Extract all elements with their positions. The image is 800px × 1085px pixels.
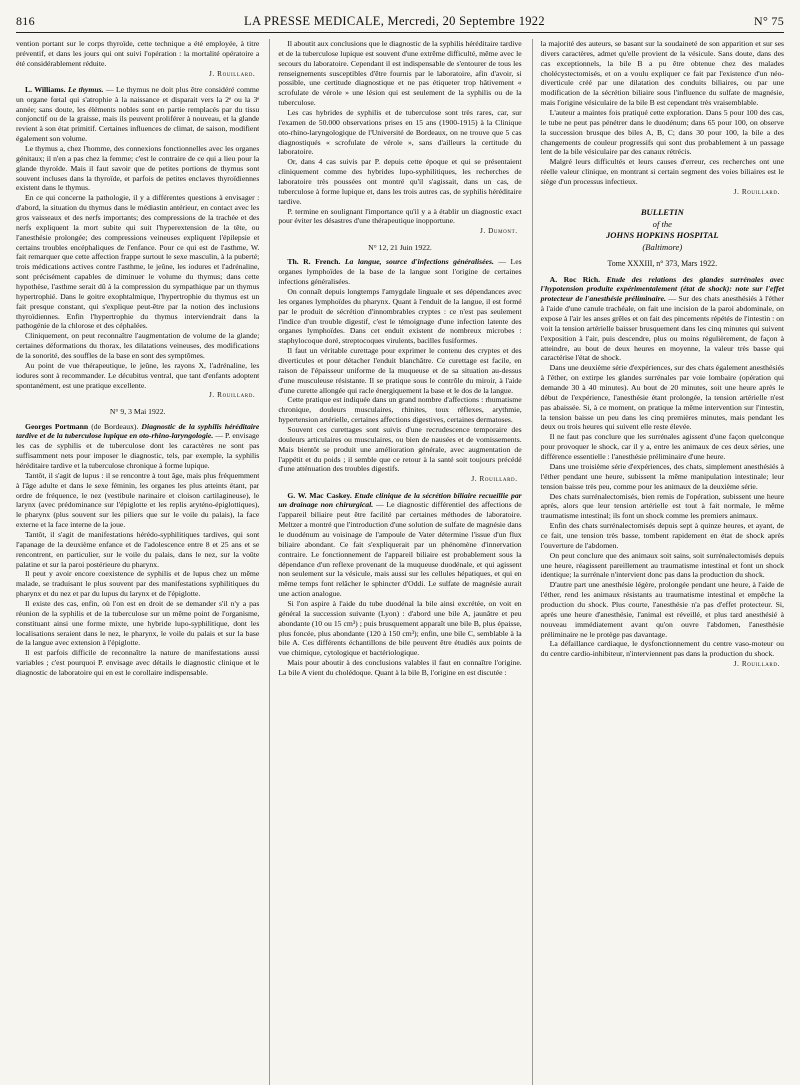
signature: J. Rouillard. (733, 187, 780, 196)
paragraph: Le thymus a, chez l'homme, des connexions fonctionnelles avec les organes génitaux; il n'en a pas chez la femme; c'est le contraire de ce qui a lieu pour la glande thyroïde. Mais il faut savoir que de petites portions de thymus sont souvent incluses dans la thyroïde, et parfois de petites enclaves thyroïdiennes existent dans le thymus. (16, 143, 260, 193)
article-title: Le thymus. (68, 84, 104, 94)
paragraph: Cette pratique est indiquée dans un grand nombre d'affections : rhumatisme chronique, douleurs musculaires, rhinites, toux réflexes, arythmie, hypertension artérielle, certaines affections digestives, certaines dermatoses. (278, 395, 522, 425)
signature: J. Rouillard. (471, 475, 518, 484)
article-mac-caskey (278, 491, 521, 599)
article-french (278, 257, 521, 287)
bulletin-line: JOHNS HOPKINS HOSPITAL (605, 230, 719, 241)
article-rich (541, 275, 784, 364)
paragraph: Mais pour aboutir à des conclusions valables il faut en connaître l'origine. La bile A vient du cholédoque. Quant à la bile B, l'origine en est discutée : (278, 658, 522, 677)
paragraph: Dans une troisième série d'expériences, des chats, simplement anesthésiés à l'éther pendant une heure, subissent la même manipulation intestinale; leur tension baisse très peu, comme pour les animaux de la deuxième série. (540, 461, 784, 491)
article-portmann (16, 422, 259, 471)
issue-number: N° 75 (754, 14, 784, 28)
article-author: L. Williams. (25, 84, 66, 94)
article-author: G. W. Mac Caskey. (287, 490, 352, 500)
paragraph: En ce qui concerne la pathologie, il y a différentes questions à envisager : d'abord, la situation du thymus dans le médiastin antérieur, en contact avec les gros vaisseaux et des nerfs importants; des compressions de la trachée et des nerfs expliquent la mort subite qui suit l'hyperextension de la tête, ou l'anesthésie prolongée; des compressions veineuses expliquent l'épilepsie et certains troubles encéphaliques de l'enfance. Pour ce qui est de l'asthme, W. fait remarquer que cette affection frappe surtout le sexe masculin, à la puberté; trois médications actives contre l'asthme, le jeûne, les iodures et l'adrénaline, sont précisément capables de diminuer le volume du thymus; dans cette hypothèse, l'asthme serait dû à la compression du sympathique par un thymus hypertrophié. Dans le goitre exophtalmique, l'hypertrophie du thymus est un fait presque constant, qui s'explique peut-être par la notion des inclusions thyroïdiennes. Enfin l'hypertrophie du thymus interviendrait dans la pathogénie de la chlorose et des céphalées. (16, 193, 260, 331)
signature: J. Rouillard. (733, 660, 780, 669)
paragraph: Dans une deuxième série d'expériences, sur des chats également anesthésiés à l'éther, on extirpe les glandes surrénales par voie lombaire (opération qui demande 30 à 40 minutes). Au bout de 20 minutes, soit une heure après le début de l'expérience, l'anesthésie étant prolongée, la tension artérielle n'est pas abaissée. Si, à ce moment, on pratique la même intervention sur l'intestin, la tension baisse un peu dans les cinq premières minutes, mais pendant les deux ou trois heures qui suivent elle reste élevée. (540, 363, 784, 432)
paragraph: — Les organes lymphoïdes de la base de la langue sont l'origine de certaines infections généralisées. (278, 257, 522, 287)
bulletin-line: (Baltimore) (642, 241, 683, 252)
paragraph: vention portant sur le corps thyroïde, cette technique a été employée, à titre préventif, et dans les jours qui ont suivi l'opération : la mortalité opératoire a été considérablement réduite. (16, 39, 260, 68)
journal-title: LA PRESSE MEDICALE, Mercredi, 20 Septembre 1922 (244, 14, 545, 28)
paragraph: P. termine en soulignant l'importance qu'il y a à établir un diagnostic exact pour éviter les désastres d'une thérapeutique inopportune. (278, 206, 522, 226)
paragraph: Tantôt, il s'agit de lupus : il se rencontre à tout âge, mais plus fréquemment à l'âge adulte et dans le sexe féminin, les organes les plus atteints étant, par ordre de fréquence, le nez (vestibule narinaire et cloison cartilagineuse), le larynx (avec prédominance sur l'épiglotte et les replis aryténo-épiglottiques), le pharynx (plus souvent sur les piliers que sur le voile du palais), la face externe et la face interne de la joue. (16, 470, 260, 530)
page-number: 816 (16, 14, 35, 28)
paragraph: Il faut un véritable curettage pour exprimer le contenu des cryptes et des diverticules et pour détacher l'enduit blanchâtre. Ce curettage est facile, en raison de l'épaisseur uniforme de la muqueuse et de sa situation au-dessus d'une musculeuse résistante. Il se pratique sous le contrôle du miroir, à l'aide d'une curette allongée qui racle énergiquement la base et le dos de la langue. (278, 346, 522, 395)
bulletin-heading (541, 207, 784, 253)
paragraph: Or, dans 4 cas suivis par P. depuis cette époque et qui se présentaient cliniquement comme des hybrides lupo-syphilitiques, les recherches de laboratoire très poussées ont montré qu'il s'agissait, dans un cas, de tuberculose à forme lupique et, dans les trois autres cas, de syphilis héréditaire tardive. (278, 157, 522, 206)
paragraph: Au point de vue thérapeutique, le jeûne, les rayons X, l'adrénaline, les iodures sont à recommander. Le décubitus ventral, que tant d'enfants adoptent spontanément, est une pratique excellente. (16, 360, 260, 390)
article-author: Th. R. French. (287, 257, 341, 267)
column-2 (269, 39, 521, 1085)
article-author: A. Roc Rich. (549, 274, 601, 284)
signature: J. Rouillard. (208, 69, 256, 78)
issue-subheading: N° 12, 21 Juin 1922. (368, 242, 432, 252)
paragraph: Souvent ces curettages sont suivis d'une recrudescence temporaire des douleurs articulaires ou musculaires, ou bien de nausées et de vomissements. Mais bientôt se produit une amélioration générale, avec augmentation de l'appétit et du poids ; il semble que ce retour à la santé soit toujours précédé d'une atténuation des troubles digestifs. (278, 425, 522, 474)
paragraph: Il ne faut pas conclure que les surrénales agissent d'une façon quelconque pour provoquer le shock, car il y a, entre les animaux de ces deux séries, une différence essentielle : l'anesthésie préliminaire d'une heure. (540, 432, 784, 462)
paragraph: On connaît depuis longtemps l'amygdale linguale et ses dépendances avec les organes lymphoïdes du pharynx. Quant à l'enduit de la langue, il est formé par le produit de sécrétion d'innombrables cryptes : ce n'est pas seulement l'indice d'un trouble digestif, c'est le témoignage d'une infection latente des organes lymphoïdes. Dans cet enduit existent de nombreux microbes : staphylocoque doré, streptocoques virulents, bacilles fusiformes. (278, 286, 522, 346)
paragraph: Cliniquement, on peut reconnaître l'augmentation de volume de la glande; certaines déformations du thorax, les dilatations veineuses, des modifications de la sonorité, des souffles de la base en sont des symptômes. (16, 331, 260, 360)
article-author: Georges Portmann (25, 421, 89, 431)
article-title: Etude clinique de la sécrétion biliaire recueillie par un drainage non chirurgical. (278, 490, 522, 510)
signature: J. Rouillard. (208, 391, 256, 400)
column-1 (16, 39, 259, 1085)
paragraph: L'auteur a maintes fois pratiqué cette exploration. Dans 5 pour 100 des cas, le tube ne peut pas pénétrer dans le duodénum; dans 65 pour 100, on observe la succession brusque des biles A, B, C; dans 30 pour 100, la bile a des changements de couleur progressifs qui sont dus probablement à un passage lent de la bile vésiculaire par des canaux rétrécis. (540, 108, 784, 157)
paragraph: Les cas hybrides de syphilis et de tuberculose sont très rares, car, sur l'examen de 50.000 observations prises en 15 ans (1900-1915) à la Clinique oto-rhino-laryngologique de l'Université de Bordeaux, on ne trouve que 5 cas diagnostiqués « scrofulate de vérole », sans d'ailleurs la certitude du laboratoire. (278, 108, 522, 157)
paragraph: Enfin des chats surrénalectomisés depuis sept à quinze heures, et ayant, de ce fait, une tension très basse, tombent rapidement en état de shock après l'ouverture de l'abdomen. (540, 521, 784, 550)
paragraph: Si l'on aspire à l'aide du tube duodénal la bile ainsi excrétée, on voit en général la succession suivante (Lyon) : d'abord une bile A, jaunâtre et peu abondante (10 ou 15 cm³) ; puis brusquement apparaît une bile B, plus épaisse, plus foncée, plus abondante (120 à 150 cm³); enfin, une bile C, semblable à la bile A. Ces différents échantillons de bile peuvent être étudiés aux points de vue chimique, cytologique et bactériologique. (278, 598, 522, 658)
article-williams (16, 85, 259, 144)
bulletin-line: of the (652, 218, 672, 229)
article-title: La langue, source d'infections généralisées. (344, 257, 494, 267)
bulletin-line: BULLETIN (640, 207, 684, 218)
issue-subheading: Tome XXXIII, n° 373, Mars 1922. (607, 259, 718, 269)
paragraph: Il aboutit aux conclusions que le diagnostic de la syphilis héréditaire tardive et de la tuberculose lupique est souvent d'une extrême difficulté, même avec le secours du laboratoire. Cependant il est indispensable de s'entourer de tous les renseignements susceptibles d'être fournis par le laboratoire, afin d'avoir, si possible, une certitude diagnostique et ne pas étiqueter trop hâtivement « scrofulate de vérole » une lésion qui est seulement de la syphilis ou de la tuberculose. (278, 39, 522, 108)
paragraph: Malgré leurs difficultés et leurs causes d'erreur, ces recherches ont une réelle valeur clinique, en montrant si certain segment des voies biliaires est le siège d'un processus infectieux. (540, 157, 784, 187)
page-header (16, 14, 784, 33)
paragraph: la majorité des auteurs, se basant sur la soudaineté de son apparition et sur ses divers caractères, admet qu'elle provient de la vésicule. Sans doute, dans des cas exceptionnels, la bile B a pu être obtenue chez des malades cholécystectomisés, et on a voulu expliquer ce fait par l'existence d'un néo-diverticule créé par une dilatation des conduits biliaires, ou par une modification de la sécrétion biliaire sous l'influence du sulfate de magnésie, mais l'origine vésiculaire de la bile B est cependant très vraisemblable. (540, 39, 784, 108)
paragraph: — P. envisage les cas de syphilis et de tuberculose dont les caractères ne sont pas suffisamment nets pour imposer le diagnostic, tels, par exemple, la syphilis héréditaire tardive et la tuberculose chronique à forme lupique. (16, 431, 260, 470)
article-title: Etude des relations des glandes surrénales avec l'hypotension produite expérimentalement (état de shock): note sur l'effet protecteur de l'anesthésie préliminaire. (540, 274, 784, 304)
paragraph: — Le diagnostic différentiel des affections de l'appareil biliaire peut être facilité par certaines méthodes de laboratoire. Meltzer a montré que l'introduction d'une solution de sulfate de magnésie dans le duodénum au voisinage de l'ampoule de Vater détermine l'issue d'un flux biliaire abondant. Ce fait s'expliquerait par un phénomène d'innervation contraire. Le fonctionnement de l'appareil biliaire est probablement sous la dépendance d'un reflexe provenant de la muqueuse duodénale, et qui agissent non seulement sur la vésicule, mais aussi sur les cellules hépatiques, et qui en même temps font relâcher le sphincter d'Oddi. Le sulfate de magnésie aurait une action analogue. (278, 500, 522, 599)
text-columns (16, 39, 784, 1085)
paragraph: Tantôt, il s'agit de manifestations hérédo-syphilitiques tardives, qui sont l'apanage de la deuxième enfance et de l'adolescence entre 8 et 25 ans et se rencontrent, en particulier, sur le voile du palais, dans le nez, sur la voûte palatine et sur la paroi postérieure du pharynx. (16, 529, 260, 569)
paragraph: Des chats surrénalectomisés, bien remis de l'opération, subissent une heure après, alors que leur tension artérielle est tout à fait normale, le même traumatisme intestinal; ils font un shock comme les premiers animaux. (540, 491, 784, 521)
article-title: Diagnostic de la syphilis héréditaire tardive et de la tuberculose lupique en oto-rhino-laryngologie. (16, 421, 260, 441)
article-author-place: (de Bordeaux). (91, 421, 139, 431)
paragraph: Il existe des cas, enfin, où l'on est en droit de se demander s'il n'y a pas réunion de la syphilis et de la tuberculose sur un même point de l'organisme, constituant ainsi une forme mixte, une hybride lupo-syphilitique, dont les localisations seraient dans le nez, le pharynx, le voile du palais et sur la base de la langue avec extension à l'épiglotte. (16, 598, 260, 648)
issue-subheading: N° 9, 3 Mai 1922. (109, 406, 166, 416)
paragraph: Il peut y avoir encore coexistence de syphilis et de lupus chez un même malade, se traduisant le plus souvent par des manifestations syphilitiques du pharynx et du nez et par du lupus du larynx et de l'épiglotte. (16, 569, 260, 599)
paragraph: — Sur des chats anesthésiés à l'éther à l'aide d'une canule trachéale, on fait une incision de la paroi abdominale, on expose à l'air les anses grêles et on fait des pincements répétés de l'intestin : on voit la tension artérielle baisser brusquement dans les cinq minutes qui suivent l'exposition à l'air, puis descendre, plus ou moins régulièrement, de façon à atteindre, au bout de deux heures en moyenne, la valeur très basse qui caractérise l'état de shock. (540, 294, 784, 363)
paragraph: D'autre part une anesthésie légère, prolongée pendant une heure, à l'aide de l'éther, rend les animaux résistants au traumatisme intestinal et empêche la production du shock. Plus courte, l'anesthésie n'a pas d'effet protecteur. Si, après une heure d'anesthésie, l'animal est réveillé, et plus tard anesthésié à nouveau immédiatement avant qu'on ouvre l'abdomen, l'anesthésie préliminaire ne le protège pas davantage. (540, 580, 784, 639)
paragraph: Il est parfois difficile de reconnaître la nature de manifestations aussi variables ; c'est pourquoi P. envisage avec détails le diagnostic clinique et le diagnostic de laboratoire qui en est le corollaire indispensable. (16, 648, 260, 677)
signature: J. Dumont. (479, 227, 518, 236)
column-3 (532, 39, 784, 1085)
paragraph: On peut conclure que des animaux soit sains, soit surrénalectomisés depuis une heure, réagissent pareillement au traumatisme intestinal et font un shock identique; la surrénale n'intervient donc pas dans la production du shock. (540, 550, 784, 580)
paragraph: La défaillance cardiaque, le dysfonctionnement du centre vaso-moteur ou du centre cardio-inhibiteur, n'interviennent pas dans la production du shock. (540, 639, 784, 659)
paragraph: — Le thymus ne doit plus être considéré comme un organe fœtal qui s'atrophie à la naissance et disparait vers la 2ᵉ ou la 3ᵉ année; sans doute, les éléments nobles sont en partie remplacés par du tissu conjonctif ou de la graisse, mais ils peuvent proliférer à nouveau, et la glande revient à son état primitif. Certaines influences de climat, de saison, modifient également son volume. (16, 84, 260, 144)
